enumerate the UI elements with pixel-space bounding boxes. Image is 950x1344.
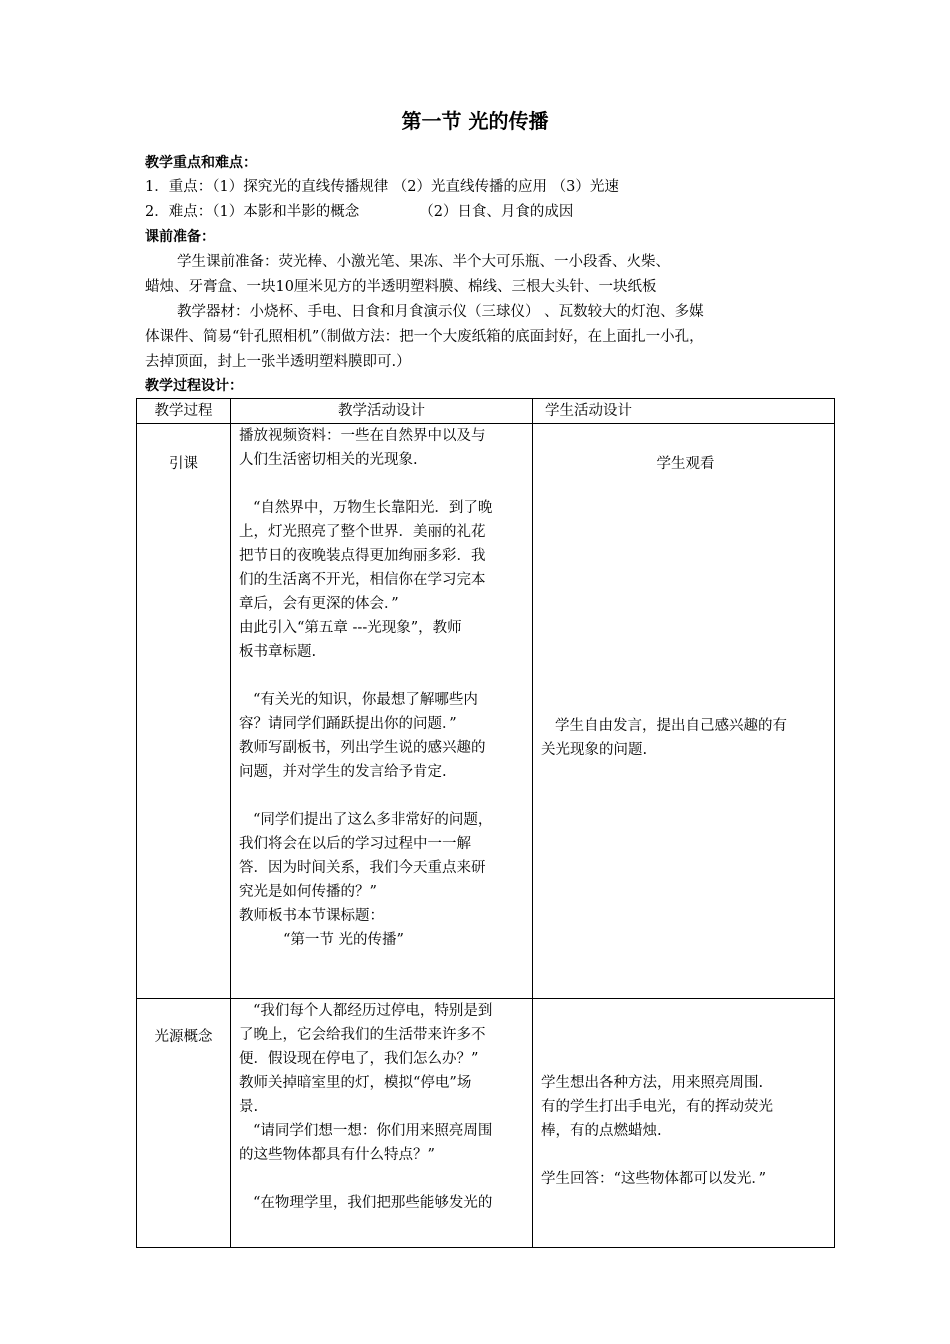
teacher-line: 了晚上，它会给我们的生活带来许多不 — [239, 1027, 486, 1043]
header-stage: 教学过程 — [137, 399, 231, 424]
teacher-line — [239, 472, 528, 496]
teacher-activity-cell — [231, 999, 533, 1248]
teacher-line: 究光是如何传播的？” — [239, 884, 377, 900]
student-line: 学生想出各种方法，用来照亮周围. — [541, 1075, 764, 1091]
prep-teacher-line-1: 教学器材：小烧杯、手电、日食和月食演示仪（三球仪） 、瓦数较大的灯泡、多媒 — [177, 304, 704, 320]
prep-teacher-line-2: 体课件、简易“针孔照相机”（制做方法：把一个大废纸箱的底面封好，在上面扎一小孔， — [145, 329, 704, 345]
student-activity-speak-1: 学生自由发言，提出自己感兴趣的有 — [555, 718, 787, 734]
header-teacher: 教学活动设计 — [231, 399, 533, 424]
teacher-line: 便．假设现在停电了，我们怎么办？” — [239, 1051, 479, 1067]
table-row — [137, 999, 835, 1248]
teacher-line: 教师写副板书，列出学生说的感兴趣的 — [239, 740, 486, 756]
teacher-line — [239, 784, 528, 808]
teacher-line — [239, 1167, 528, 1191]
teacher-line: “有关光的知识，你最想了解哪些内 — [253, 692, 478, 708]
teacher-activity-cell — [231, 424, 533, 999]
process-table — [136, 398, 835, 1248]
prep-student-line-2: 蜡烛、牙膏盒、一块10厘米见方的半透明塑料膜、棉线、三根大头针、一块纸板 — [145, 279, 657, 295]
student-activity-cell — [533, 424, 835, 999]
header-student: 学生活动设计 — [533, 399, 835, 424]
teacher-line — [239, 664, 528, 688]
teacher-line: 景. — [239, 1099, 259, 1115]
prep-heading: 课前准备： — [145, 229, 215, 245]
teacher-line: “同学们提出了这么多非常好的问题， — [253, 812, 493, 828]
teacher-line: 播放视频资料：一些在自然界中以及与 — [239, 428, 486, 444]
process-heading: 教学过程设计： — [145, 378, 243, 394]
prep-student-line-1: 学生课前准备：荧光棒、小激光笔、果冻、半个大可乐瓶、一小段香、火柴、 — [177, 254, 670, 270]
student-activity-cell — [533, 999, 835, 1248]
table-header-row — [137, 399, 835, 424]
key-points-line-2b: （2）日食、月食的成因 — [419, 204, 574, 220]
prep-teacher-line-3: 去掉顶面，封上一张半透明塑料膜即可.） — [145, 354, 411, 370]
teacher-line: 把节日的夜晚装点得更加绚丽多彩．我 — [239, 548, 486, 564]
student-line — [541, 1143, 830, 1167]
teacher-line: 章后，会有更深的体会．” — [239, 596, 399, 612]
key-points-heading: 教学重点和难点： — [145, 155, 257, 171]
stage-cell: 光源概念 — [137, 999, 231, 1248]
student-line: 学生回答：“这些物体都可以发光．” — [541, 1171, 767, 1187]
teacher-line: 的这些物体都具有什么特点？” — [239, 1147, 435, 1163]
teacher-line: 我们将会在以后的学习过程中一一解 — [239, 836, 471, 852]
teacher-line: 们的生活离不开光，相信你在学习完本 — [239, 572, 486, 588]
stage-cell: 引课 — [137, 424, 231, 999]
key-points-line-1: 1．重点：（1）探究光的直线传播规律 （2）光直线传播的应用 （3）光速 — [145, 179, 619, 195]
teacher-line: 容？请同学们踊跃提出你的问题．” — [239, 716, 457, 732]
teacher-line: “自然界中，万物生长靠阳光．到了晚 — [253, 500, 493, 516]
student-line: 有的学生打出手电光，有的挥动荧光 — [541, 1099, 773, 1115]
teacher-line: “在物理学里，我们把那些能够发光的 — [253, 1195, 493, 1211]
teacher-line: “请同学们想一想：你们用来照亮周围 — [253, 1123, 493, 1139]
student-line: 棒，有的点燃蜡烛. — [541, 1123, 662, 1139]
teacher-line: 由此引入“第五章 ---光现象”，教师 — [239, 620, 462, 636]
student-activity-speak-2: 关光现象的问题. — [541, 742, 648, 758]
student-activity-watch: 学生观看 — [656, 456, 715, 472]
teacher-line: “我们每个人都经历过停电，特别是到 — [253, 1003, 493, 1019]
teacher-line: 教师关掉暗室里的灯，模拟“停电”场 — [239, 1075, 472, 1091]
key-points-line-2 — [145, 200, 573, 224]
teacher-line: “第一节 光的传播” — [283, 932, 404, 948]
table-row — [137, 424, 835, 999]
page-title: 第一节 光的传播 — [401, 109, 549, 133]
key-points-line-2a: 2．难点：（1）本影和半影的概念 — [145, 204, 360, 220]
teacher-line: 教师板书本节课标题： — [239, 908, 384, 924]
teacher-line: 板书章标题. — [239, 644, 317, 660]
teacher-line: 上，灯光照亮了整个世界．美丽的礼花 — [239, 524, 486, 540]
teacher-line: 人们生活密切相关的光现象. — [239, 452, 418, 468]
teacher-line: 问题，并对学生的发言给予肯定. — [239, 764, 447, 780]
teacher-line: 答．因为时间关系，我们今天重点来研 — [239, 860, 486, 876]
